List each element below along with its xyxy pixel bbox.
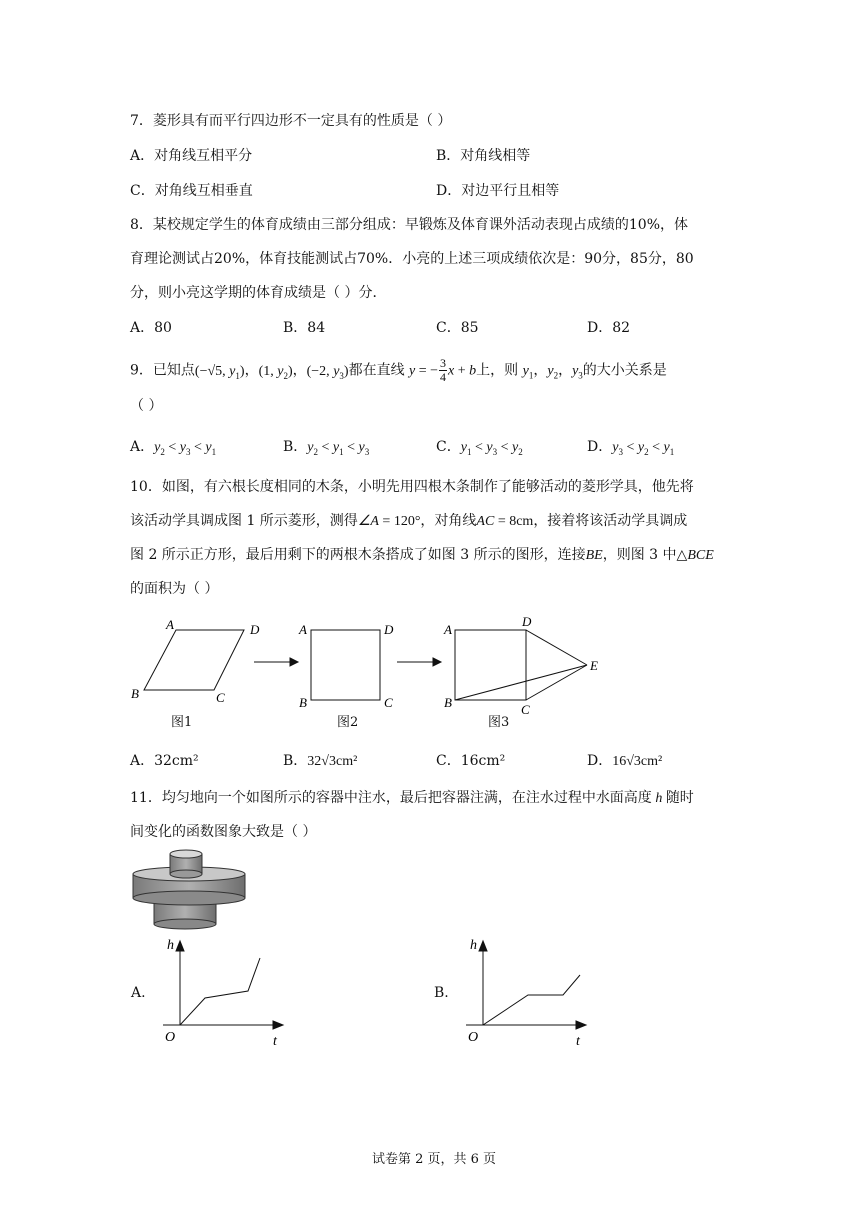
q10-option-a: A．32cm² [130, 753, 199, 769]
q11-line1: 11．均匀地向一个如图所示的容器中注水，最后把容器注满，在注水过程中水面高度 h 随时 [130, 790, 694, 806]
q7-option-c: C．对角线互相垂直 [130, 183, 253, 199]
svg-text:O: O [468, 1030, 479, 1045]
svg-text:C: C [384, 695, 393, 710]
svg-text:C: C [521, 702, 530, 717]
q9-stem: 9．已知点(−√5, $y_1$)，(1, $y_2$)，(−2, $y_3$)都在直线 y = − $\frac{3}{4}$ x + b上，则 $y_1$，$y_2$，$y_3$的大小关系是 [130, 356, 667, 384]
q10-option-d: D．16√3cm² [587, 753, 663, 769]
q11-option-a-graph [155, 935, 290, 1047]
figure-2-square [311, 630, 380, 700]
svg-text:h: h [470, 938, 477, 953]
svg-text:D: D [522, 614, 532, 629]
svg-text:t: t [273, 1034, 277, 1047]
figure-3 [455, 630, 587, 700]
svg-text:O: O [165, 1030, 176, 1045]
q9-fraction: $\frac{3}{4}$ [440, 356, 447, 384]
q9-prefix: 9．已知点 [130, 362, 195, 379]
svg-text:A: A [166, 617, 174, 632]
q10-figures [120, 612, 620, 737]
q9-option-d: D．$y_3 < y_2 < y_1$ [587, 439, 675, 457]
q9-paren: （ ） [130, 398, 163, 414]
svg-text:B: B [299, 695, 307, 710]
figure-1-caption: 图1 [171, 715, 193, 730]
svg-text:D: D [250, 622, 260, 637]
q10-line3: 图 2 所示正方形，最后用剩下的两根木条搭成了如图 3 所示的图形，连接BE，则图 3 中△BCE [130, 547, 714, 563]
q9-point-3: (−2, $y_3$) [306, 363, 349, 381]
q7-stem: 7．菱形具有而平行四边形不一定具有的性质是（ ） [130, 113, 452, 129]
figure-1-rhombus [144, 630, 244, 690]
figure-3-caption: 图3 [488, 715, 510, 730]
q9-option-a: A．$y_2 < y_3 < y_1$ [130, 439, 217, 457]
svg-text:E: E [590, 658, 598, 673]
page-footer: 试卷第 2 页，共 6 页 [371, 1152, 497, 1167]
svg-text:A: A [299, 622, 307, 637]
q7-option-d: D．对边平行且相等 [436, 183, 560, 199]
arrow-1 [254, 658, 298, 666]
q8-line3: 分，则小亮这学期的体育成绩是（ ）分． [130, 285, 387, 301]
q8-option-c: C．85 [436, 320, 479, 336]
svg-text:B: B [444, 695, 452, 710]
q8-option-d: D．82 [587, 320, 631, 336]
q11-option-b-label: B. [434, 985, 449, 1001]
q8-option-a: A．80 [130, 320, 172, 336]
q8-option-b: B．84 [283, 320, 326, 336]
q7-option-a: A．对角线互相平分 [130, 148, 253, 164]
q10-line1: 10．如图，有六根长度相同的木条，小明先用四根木条制作了能够活动的菱形学具，他先将 [130, 479, 694, 495]
figure-2-caption: 图2 [337, 715, 359, 730]
svg-text:B: B [131, 686, 139, 701]
q9-option-b: B．$y_2 < y_1 < y_3$ [283, 439, 370, 457]
q11-option-a-label: A. [131, 985, 146, 1001]
q11-option-b-graph [458, 935, 593, 1047]
q10-option-c: C．16cm² [436, 753, 506, 769]
q9-point-2: (1, $y_2$) [258, 363, 293, 381]
q7-option-b: B．对角线相等 [436, 148, 531, 164]
q9-point-1: (−√5, $y_1$) [194, 363, 245, 381]
svg-text:D: D [384, 622, 394, 637]
q10-line2: 该活动学具调成图 1 所示菱形，测得∠A = 120°，对角线AC = 8cm，接着将该活动学具调成 [130, 513, 688, 529]
svg-text:C: C [216, 690, 225, 705]
q8-line1: 8．某校规定学生的体育成绩由三部分组成：早锻炼及体育课外活动表现占成绩的10%，体 [130, 217, 689, 233]
q8-line2: 育理论测试占20%，体育技能测试占70%．小亮的上述三项成绩依次是：90分，85分，80 [130, 251, 694, 267]
arrow-2 [397, 658, 441, 666]
q9-option-c: C．$y_1 < y_3 < y_2$ [436, 439, 523, 457]
svg-text:A: A [444, 622, 452, 637]
q10-line4: 的面积为（ ） [130, 581, 219, 597]
container-figure [128, 848, 258, 934]
q10-option-b: B．32√3cm² [283, 753, 358, 769]
svg-text:t: t [576, 1034, 580, 1047]
svg-text:h: h [167, 938, 174, 953]
q11-line2: 间变化的函数图象大致是（ ） [130, 824, 317, 840]
q9-line-equation: y [409, 363, 416, 379]
